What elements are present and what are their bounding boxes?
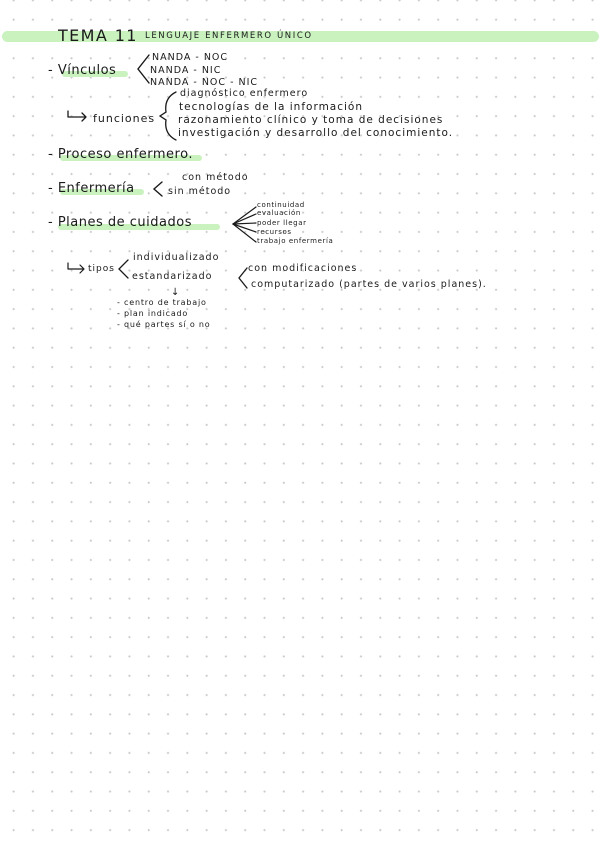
funciones-item: investigación y desarrollo del conocimiento. (178, 127, 454, 139)
planes-heading: - Planes de cuidados (48, 215, 192, 230)
hook-arrow-icon (66, 262, 88, 276)
estandarizado-item: computarizado (partes de varios planes). (251, 279, 487, 290)
enfermeria-item: sin método (168, 186, 232, 197)
funciones-label: funciones (93, 112, 156, 125)
vinculos-item: NANDA - NOC - NIC (150, 77, 259, 88)
planes-item: trabajo enfermería (257, 237, 334, 245)
planes-fan-arrows-icon (230, 204, 258, 246)
enfermeria-brace-icon (152, 180, 164, 198)
tipos-brace-icon (116, 258, 130, 280)
estandarizado-item: con modificaciones (248, 263, 358, 274)
vinculos-heading: - Vínculos (48, 63, 117, 78)
planes-item: recursos (257, 228, 292, 236)
tipos-sub-item: - centro de trabajo (117, 298, 207, 307)
page-subtitle: LENGUAJE ENFERMERO ÚNICO (145, 31, 313, 41)
vinculos-item: NANDA - NOC (152, 52, 229, 63)
funciones-item: tecnologías de la información (179, 101, 364, 113)
tipos-sub-item: - plan indicado (117, 309, 189, 318)
planes-item: poder llegar (257, 219, 307, 227)
vinculos-item: NANDA - NIC (150, 65, 222, 76)
funciones-brace-icon (158, 90, 178, 142)
enfermeria-heading: - Enfermería (48, 181, 135, 196)
funciones-item: razonamiento clínico y toma de decisiones (178, 114, 444, 126)
enfermeria-item: con método (182, 172, 249, 183)
vinculos-brace-icon (135, 53, 151, 85)
planes-item: continuidad (257, 201, 305, 209)
hook-arrow-icon (66, 110, 90, 124)
tipos-item: individualizado (133, 252, 220, 263)
tipos-label: tipos (88, 264, 115, 274)
tipos-sub-item: - qué partes sí o no (117, 320, 211, 329)
planes-item: evaluación (257, 209, 301, 217)
funciones-item: diagnóstico enfermero (180, 88, 309, 99)
down-arrow-icon: ↓ (171, 287, 181, 298)
proceso-heading: - Proceso enfermero. (48, 147, 193, 162)
page-title: TEMA 11 (58, 26, 138, 45)
tipos-item: estandarizado (132, 271, 213, 282)
